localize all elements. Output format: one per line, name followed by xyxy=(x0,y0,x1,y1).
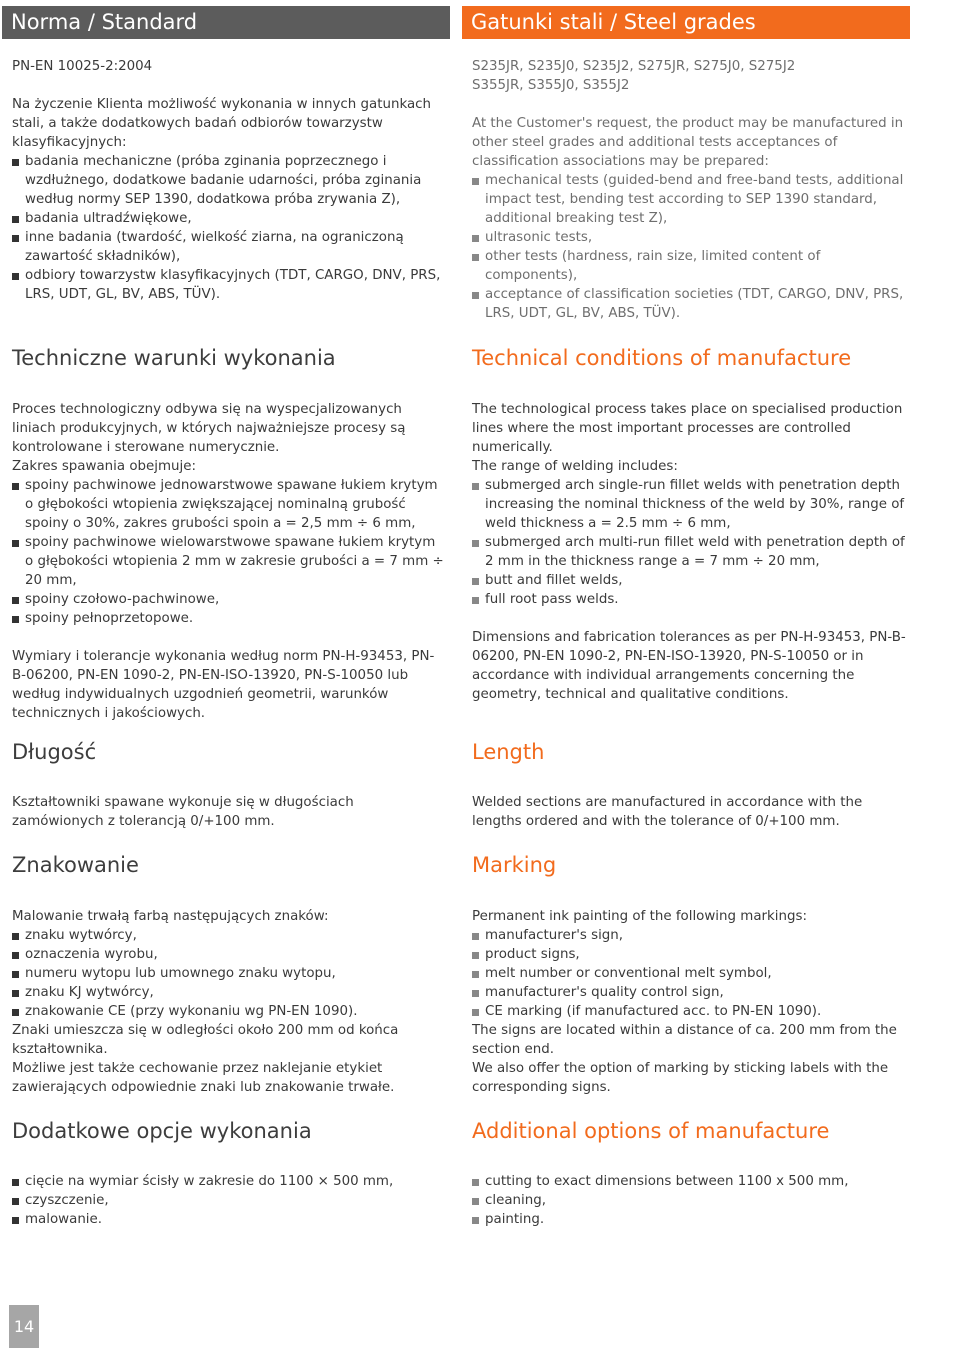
tech-paragraph: Proces technologiczny odbywa się na wyspecjalizowanych liniach produkcyjnych, w których najważniejsze procesy są kontrolowane i sterowane numerycznie. xyxy=(12,402,406,455)
marking-intro: Permanent ink painting of the following markings: xyxy=(472,909,807,924)
options-intro: At the Customer's request, the product may be manufactured in other steel grades and additional tests acceptances of classification associations may be prepared: xyxy=(472,116,904,169)
extra-options-section xyxy=(12,1172,446,1229)
steel-grades-header: Gatunki stali / Steel grades xyxy=(462,6,910,39)
list-item: czyszczenie, xyxy=(12,1191,446,1210)
list-item: butt and fillet welds, xyxy=(472,571,906,590)
options-intro: Na życzenie Klienta możliwość wykonania w innych gatunkach stali, a także dodatkowych badań odbiorów towarzystw klasyfikacyjnych: xyxy=(12,97,432,150)
extra-options-section xyxy=(472,1172,906,1229)
marking-section xyxy=(472,907,906,1097)
list-item: submerged arch single-run fillet welds with penetration depth increasing the nominal thickness of the weld by 30%, range of weld thickness a = 2.5 mm ÷ 6 mm, xyxy=(472,476,906,533)
tech-paragraph: The technological process takes place on specialised production lines where the most important processes are controlled numerically. xyxy=(472,402,903,455)
extra-options-list xyxy=(472,1172,906,1229)
list-item: manufacturer's quality control sign, xyxy=(472,983,906,1002)
extra-options-title: Additional options of manufacture xyxy=(472,1119,830,1143)
marking-title: Marking xyxy=(472,853,557,877)
list-item: inne badania (twardość, wielkość ziarna, na ograniczoną zawartość składników), xyxy=(12,228,446,266)
tech-conditions-title: Technical conditions of manufacture xyxy=(472,346,852,370)
list-item: full root pass welds. xyxy=(472,590,906,609)
options-list xyxy=(12,152,446,304)
list-item: cleaning, xyxy=(472,1191,906,1210)
list-item: ultrasonic tests, xyxy=(472,228,906,247)
length-text: Welded sections are manufactured in accordance with the lengths ordered and with the tolerance of 0/+100 mm. xyxy=(472,795,863,829)
page-number: 14 xyxy=(9,1305,39,1348)
length-title: Length xyxy=(472,740,545,764)
list-item: acceptance of classification societies (TDT, CARGO, DNV, PRS, LRS, UDT, GL, BV, ABS, TÜV). xyxy=(472,285,906,323)
list-item: submerged arch multi-run fillet weld with penetration depth of 2 mm in the thickness range a = 7 mm ÷ 20 mm, xyxy=(472,533,906,571)
length-text: Kształtowniki spawane wykonuje się w długościach zamówionych z tolerancją 0/+100 mm. xyxy=(12,795,354,829)
tech-conditions-title: Techniczne warunki wykonania xyxy=(12,346,336,370)
list-item: manufacturer's sign, xyxy=(472,926,906,945)
extra-options-list xyxy=(12,1172,446,1229)
length-title: Długość xyxy=(12,740,97,764)
extra-options-title: Dodatkowe opcje wykonania xyxy=(12,1119,312,1143)
list-item: oznaczenia wyrobu, xyxy=(12,945,446,964)
list-item: badania mechaniczne (próba zginania poprzecznego i wzdłużnego, dodatkowe badanie udarności, próba zginania według normy SEP 1390, dodatkowa próba zrywania Z), xyxy=(12,152,446,209)
tech-paragraph: Dimensions and fabrication tolerances as per PN-H-93453, PN-B-06200, PN-EN 1090-2, PN-EN-ISO-13920, PN-S-10050 or in accordance with individual arrangements concerning the geometry, technical and qualitative conditions. xyxy=(472,630,906,702)
list-item: spoiny pachwinowe wielowarstwowe spawane łukiem krytym o głębokości wtopienia 2 mm w zakresie grubości a = 7 mm ÷ 20 mm, xyxy=(12,533,446,590)
tech-paragraph: Zakres spawania obejmuje: xyxy=(12,459,196,474)
marking-paragraph: We also offer the option of marking by sticking labels with the corresponding signs. xyxy=(472,1061,889,1095)
list-item: znaku wytwórcy, xyxy=(12,926,446,945)
standard-code: PN-EN 10025-2:2004 xyxy=(12,59,153,74)
tech-conditions-section xyxy=(12,400,446,723)
marking-paragraph: The signs are located within a distance of ca. 200 mm from the section end. xyxy=(472,1023,897,1057)
marking-paragraph: Znaki umieszcza się w odległości około 200 mm od końca kształtownika. xyxy=(12,1023,399,1057)
welding-list xyxy=(472,476,906,609)
marking-section xyxy=(12,907,446,1097)
grades-line: S355JR, S355J0, S355J2 xyxy=(472,78,630,93)
list-item: product signs, xyxy=(472,945,906,964)
list-item: mechanical tests (guided-bend and free-band tests, additional impact test, bending test according to SEP 1390 standard, additional breaking test Z), xyxy=(472,171,906,228)
list-item: cutting to exact dimensions between 1100 x 500 mm, xyxy=(472,1172,906,1191)
steel-grades-section xyxy=(462,39,910,323)
list-item: CE marking (if manufactured acc. to PN-EN 1090). xyxy=(472,1002,906,1021)
list-item: znaku KJ wytwórcy, xyxy=(12,983,446,1002)
list-item: badania ultradźwiękowe, xyxy=(12,209,446,228)
welding-list xyxy=(12,476,446,628)
standard-header: Norma / Standard xyxy=(2,6,450,39)
list-item: cięcie na wymiar ścisły w zakresie do 1100 × 500 mm, xyxy=(12,1172,446,1191)
list-item: odbiory towarzystw klasyfikacyjnych (TDT, CARGO, DNV, PRS, LRS, UDT, GL, BV, ABS, TÜV). xyxy=(12,266,446,304)
list-item: spoiny pachwinowe jednowarstwowe spawane łukiem krytym o głębokości wtopienia zwiększającej nominalną grubość spoiny o 30%, zakres grubości spoin a = 2,5 mm ÷ 6 mm, xyxy=(12,476,446,533)
tech-conditions-section xyxy=(472,400,906,704)
list-item: spoiny czołowo-pachwinowe, xyxy=(12,590,446,609)
grades-line: S235JR, S235J0, S235J2, S275JR, S275J0, S275J2 xyxy=(472,59,796,74)
list-item: painting. xyxy=(472,1210,906,1229)
marking-paragraph: Możliwe jest także cechowanie przez naklejanie etykiet zawierających odpowiednie znaki lub znakowanie trwałe. xyxy=(12,1061,395,1095)
tech-paragraph: The range of welding includes: xyxy=(472,459,678,474)
polish-column xyxy=(2,6,450,1227)
list-item: other tests (hardness, rain size, limited content of components), xyxy=(472,247,906,285)
list-item: numeru wytopu lub umownego znaku wytopu, xyxy=(12,964,446,983)
english-column xyxy=(462,6,910,1227)
list-item: znakowanie CE (przy wykonaniu wg PN-EN 1090). xyxy=(12,1002,446,1021)
marking-title: Znakowanie xyxy=(12,853,139,877)
options-list xyxy=(472,171,906,323)
list-item: malowanie. xyxy=(12,1210,446,1229)
marking-list xyxy=(12,926,446,1021)
list-item: spoiny pełnoprzetopowe. xyxy=(12,609,446,628)
marking-intro: Malowanie trwałą farbą następujących znaków: xyxy=(12,909,329,924)
marking-list xyxy=(472,926,906,1021)
list-item: melt number or conventional melt symbol, xyxy=(472,964,906,983)
standard-section xyxy=(2,39,450,304)
tech-paragraph: Wymiary i tolerancje wykonania według norm PN-H-93453, PN-B-06200, PN-EN 1090-2, PN-EN-ISO-13920, PN-S-10050 lub według indywidualnych uzgodnień geometrii, warunków technicznych i jakościowych. xyxy=(12,649,435,721)
